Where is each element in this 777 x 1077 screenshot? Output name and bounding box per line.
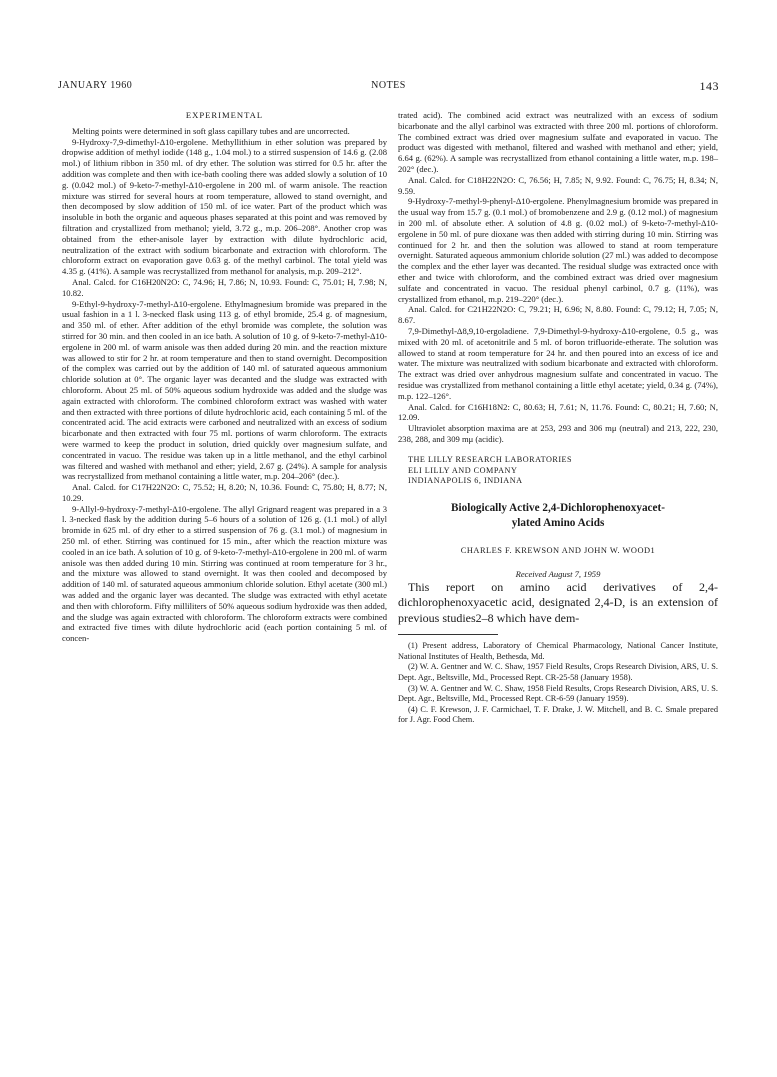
institution-address (398, 455, 718, 487)
article-title-line: Biologically Active 2,4-Dichlorophenoxyacet- (451, 502, 665, 515)
paragraph: 9-Ethyl-9-hydroxy-7-methyl-Δ10-ergolene. Ethylmagnesium bromide was prepared in the usual fashion in a 1 l. 3-necked flask using 113 g. of ethyl bromide, 25.4 g. of magnesium, and 350 ml. of ether. After addition of the ethyl bromide was complete, the solution was stirred for 30 min. and then cooled in an ice bath. A solution of 10 g. of 9-keto-7-methyl-Δ10-ergolene in 200 ml. of warm anisole was then added during 20 min. and the reaction mixture was allowed to stir for 2 hr. at room temperature and then to stand overnight. Decomposition of the complex was carried out by the addition of 140 ml. of saturated aqueous ammonium chloride solution at 0°. The organic layer was decanted and the sludge was extracted with chloroform. About 25 ml. of 50% aqueous sodium hydroxide was added and the sludge was again extracted with chloroform. The combined chloroform extract was washed with water and then extracted with three portions of dilute hydrochloric acid, each containing 5 ml. of the concentrated acid. The acid extracts were carboned and neutralized with an excess of sodium bicarbonate and then extracted with four 75 ml. portions of warm chloroform. The extracts were warmed to keep the product in solution, dried quickly over magnesium sulfate, and concentrated in vacuo. The residue was taken up in a little methanol, and the ethyl carbinol was filtered and washed with methanol and ether; yield, 2.67 g. (24%). A sample for analysis was recrystallized from methanol containing a little water, m.p. 204–206° (dec.). (62, 298, 387, 482)
paragraph: 9-Allyl-9-hydroxy-7-methyl-Δ10-ergolene. The allyl Grignard reagent was prepared in a 3 l. 3-necked flask by the addition during 5–6 hours of a solution of 126 g. (1.1 mol.) of allyl bromide in 625 ml. of dry ether to a stirred suspension of 76 g. (3.1 mol.) of magnesium in 250 ml. of ether. Stirring was continued for 15 min., after which the reaction mixture was cooled in an ice bath. A solution of 10 g. of 9-keto-7-methyl-Δ10-ergolene in 200 ml. of warm anisole was then added during 10 min. Stirring was continued at room temperature for 3 hr., and the mixture was allowed to stand overnight. It was then cooled and decomposed by addition of 140 ml. of saturated aqueous ammonium chloride solution. Ethyl acetate (300 ml.) was added and the organic layer was decanted. The sludge was extracted with ethyl acetate and then with chloroform. Fifty milliliters of 50% aqueous sodium hydroxide was then added, and the sludge was again extracted with chloroform. The chloroform extracts were combined and extracted five times with dilute hydrochloric acid (each portion containing 5 ml. of concen- (62, 503, 387, 644)
paragraph: 9-Hydroxy-7-methyl-9-phenyl-Δ10-ergolene. Phenylmagnesium bromide was prepared in the usual way from 15.7 g. (0.1 mol.) of bromobenzene and 2.9 g. (0.12 mol.) of magnesium in 200 ml. of absolute ether. A solution of 4.8 g. (0.02 mol.) of 9-keto-7-methyl-Δ10-ergolene in 50 ml. of pure dioxane was then added with stirring during 10 min. Stirring was continued for 2 hr. and then the solution was allowed to stand at room temperature overnight. Saturated aqueous ammonium chloride solution (27 ml.) was added to decompose the complex and the ether layer was decanted. The residual sludge was extracted once with ether and twice with chloroform, and the combined extract was dried over magnesium sulfate and concentrated in vacuo. The residual phenyl carbinol, 0.7 g. (11%), was crystallized from ethanol, m.p. 219–220° (dec.). (398, 196, 718, 304)
address-line: THE LILLY RESEARCH LABORATORIES (408, 454, 573, 464)
section-heading: EXPERIMENTAL (185, 110, 264, 120)
paragraph: Melting points were determined in soft glass capillary tubes and are uncorrected. (72, 125, 350, 136)
right-column (398, 110, 718, 726)
article-intro: This report on amino acid derivatives of 2,4-dichlorophenoxyacetic acid, designated 2,4-D, is an extension of previous studies2–8 which have dem- (398, 579, 718, 625)
paragraph: Anal. Calcd. for C16H20N2O: C, 74.96; H, 7.86; N, 10.93. Found: C, 75.01; H, 7.98; N, 10.82. (62, 276, 387, 298)
page-number: 143 (699, 79, 719, 93)
running-header (58, 80, 719, 94)
paragraph: trated acid). The combined acid extract was neutralized with an excess of sodium bicarbonate and the allyl carbinol was extracted with three 200 ml. portions of chloroform. The combined extract was dried over magnesium sulfate and evaporated in vacuo. The product was digested with methanol, filtered and washed with methanol and ether; yield, 6.64 g. (62%). A sample was recrystallized from ethanol containing a little water, m.p. 198–202° (dec.). (398, 110, 718, 174)
footnote: (4) C. F. Krewson, J. F. Carmichael, T. F. Drake, J. W. Mitchell, and B. C. Smale prepared for J. Agr. Food Chem. (398, 704, 718, 725)
paragraph: Anal. Calcd. for C18H22N2O: C, 76.56; H, 7.85; N, 9.92. Found: C, 76.75; H, 8.34; N, 9.59. (398, 174, 718, 196)
paragraph: Anal. Calcd. for C17H22N2O: C, 75.52; H, 8.20; N, 10.36. Found: C, 75.80; H, 8.77; N, 10.29. (62, 482, 387, 503)
address-line: ELI LILLY AND COMPANY (408, 465, 518, 475)
received-date: Received August 7, 1959 (515, 568, 601, 579)
paragraph: 9-Hydroxy-7,9-dimethyl-Δ10-ergolene. Methyllithium in ether solution was prepared by dropwise addition of methyl iodide (148 g., 1.04 mol.) to a stirred suspension of 14.6 g. (2.08 mol.) of lithium ribbon in 350 ml. of dry ether. The solution was stirred for 0.5 hr. after the addition was complete and then with ice-bath cooling there was added slowly a solution of 10 g. (0.042 mol.) of 9-keto-7-methyl-Δ10-ergolene in 200 ml. of warm anisole. The reaction mixture was stirred for several hours at room temperature, allowed to stand overnight, and then decomposed by slow addition of 150 ml. of ice water. Part of the product which was insoluble in both the organic and aqueous phases separated at this point and was removed by filtration and crystallized from methanol; yield, 3.72 g., m.p. 206–208°. Another crop was obtained from the ether-anisole layer by extraction with dilute hydrochloric acid, neutralization of the extract with sodium bicarbonate and extraction with chloroform. The chloroform extract on evaporation gave 0.63 g. of the methyl carbinol. The total yield was 4.35 g. (41%). A sample was recrystallized from methanol for analysis, m.p. 209–212°. (62, 136, 387, 277)
header-date: JANUARY 1960 (58, 80, 133, 91)
footnote: (1) Present address, Laboratory of Chemical Pharmacology, National Cancer Institute, National Institutes of Health, Bethesda, Md. (398, 641, 718, 661)
header-section: NOTES (371, 80, 406, 91)
paragraph: Anal. Calcd. for C21H22N2O: C, 79.21; H, 6.96; N, 8.80. Found: C, 79.12; H, 7.05; N, 8.67. (398, 304, 718, 326)
paragraph: Anal. Calcd. for C16H18N2: C, 80.63; H, 7.61; N, 11.76. Found: C, 80.21; H, 7.60; N, 12.09. (398, 401, 718, 423)
paragraph: Ultraviolet absorption maxima are at 253, 293 and 306 mμ (neutral) and 213, 222, 230, 238, 288, and 309 mμ (acidic). (398, 423, 718, 444)
address-line: INDIANAPOLIS 6, INDIANA (408, 476, 523, 486)
paragraph: 7,9-Dimethyl-Δ8,9,10-ergoladiene. 7,9-Dimethyl-9-hydroxy-Δ10-ergolene, 0.5 g., was mixed with 20 ml. of acetonitrile and 5 ml. of boron trifluoride-etherate. The solution was allowed to stand at room temperature for 24 hr. and then poured into an excess of ice and water. The mixture was neutralized with sodium bicarbonate and extracted with chloroform. The extract was dried over anhydrous magnesium sulfate and concentrated in vacuo. The residue was crystallized from methanol containing a little ethyl acetate; yield, 0.34 g. (74%), m.p. 122–126°. (398, 325, 718, 401)
footnote-divider (398, 634, 498, 635)
left-column (62, 110, 387, 644)
article-authors: CHARLES F. KREWSON AND JOHN W. WOOD1 (460, 546, 656, 556)
footnote: (3) W. A. Gentner and W. C. Shaw, 1958 Field Results, Crops Research Division, ARS, U. S. Dept. Agr., Beltsville, Md., Processed Rept. CR-6-59 (January 1959). (398, 683, 718, 704)
article-title-line: ylated Amino Acids (511, 516, 605, 529)
footnote: (2) W. A. Gentner and W. C. Shaw, 1957 Field Results, Crops Research Division, ARS, U. S. Dept. Agr., Beltsville, Md., Processed Rept. CR-25-58 (January 1958). (398, 662, 718, 682)
footnotes (398, 641, 718, 726)
article-title (398, 501, 718, 530)
